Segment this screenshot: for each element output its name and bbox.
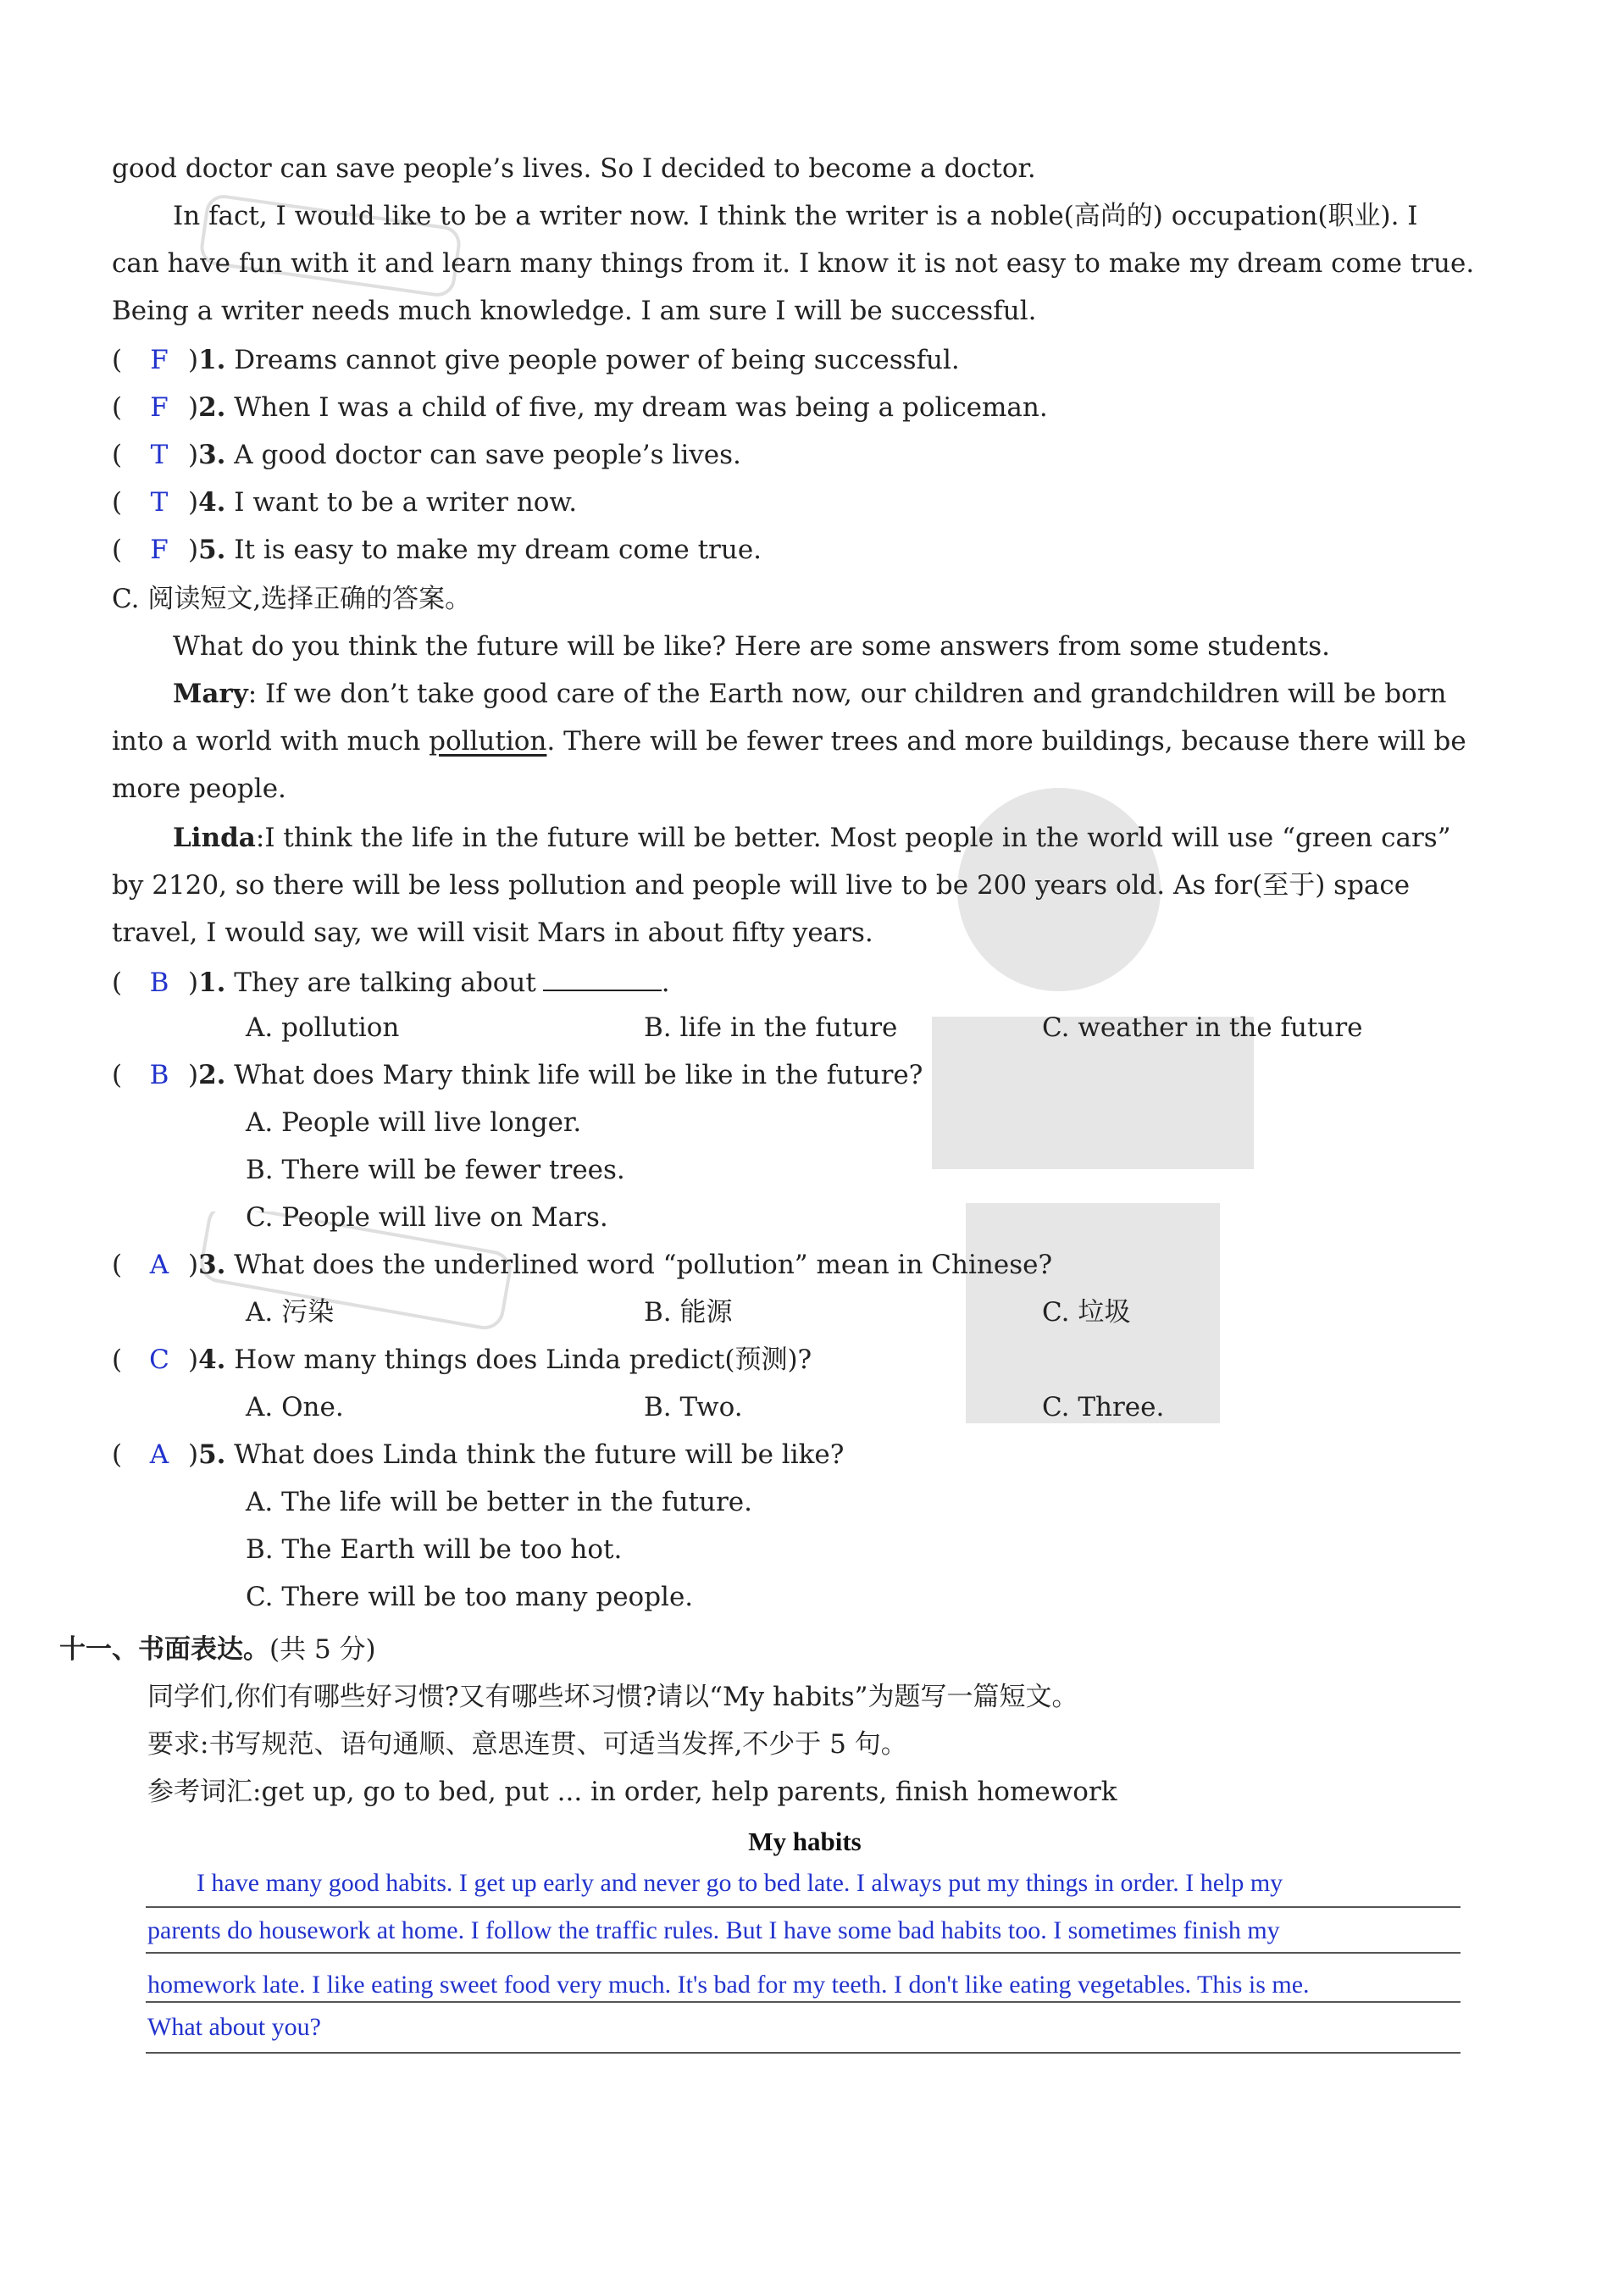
question-number: 2.	[198, 392, 226, 423]
option: B. Two.	[644, 1392, 743, 1422]
essay-line: homework late. I like eating sweet food very much. It's bad for my teeth. I don't like eating vegetables. This is me.	[147, 1971, 1310, 1999]
question-number: 5.	[198, 535, 226, 565]
passage-line: can have fun with it and learn many things from it. I know it is not easy to make my dream come true.	[112, 248, 1475, 279]
answer-mark: C	[149, 1345, 169, 1375]
question-text: How many things does Linda predict(预测)?	[234, 1345, 812, 1375]
tf-question: ( F )5. It is easy to make my dream come true.	[112, 535, 762, 565]
answer-mark: F	[150, 345, 169, 375]
writing-requirements: 要求:书写规范、语句通顺、意思连贯、可适当发挥,不少于 5 句。	[147, 1729, 907, 1760]
option: B. life in the future	[644, 1012, 898, 1043]
writing-rule	[146, 2001, 1460, 2003]
mc-question: ( B )2. What does Mary think life will be like in the future?	[112, 1060, 923, 1090]
passage-line: Being a writer needs much knowledge. I am sure I will be successful.	[112, 296, 1037, 326]
writing-rule	[146, 2052, 1460, 2054]
answer-mark: B	[149, 1060, 169, 1090]
essay-line: What about you?	[147, 2013, 321, 2041]
tf-question: ( T )4. I want to be a writer now.	[112, 487, 578, 518]
passage-line: good doctor can save people’s lives. So I decided to become a doctor.	[112, 153, 1036, 184]
writing-rule	[146, 1952, 1460, 1954]
option: A. One.	[246, 1392, 344, 1422]
mc-question: ( B )1. They are talking about .	[112, 968, 670, 998]
option: A. pollution	[246, 1012, 400, 1043]
mc-question: ( A )3. What does the underlined word “pollution” mean in Chinese?	[112, 1250, 1053, 1280]
section-c-intro: What do you think the future will be like? Here are some answers from some students.	[173, 631, 1330, 662]
option: C. weather in the future	[1042, 1012, 1363, 1043]
option: C. People will live on Mars.	[246, 1202, 608, 1233]
question-text: I want to be a writer now.	[234, 487, 578, 518]
mary-paragraph: Mary: If we don’t take good care of the Earth now, our children and grandchildren will be born	[173, 679, 1447, 709]
essay-title: My habits	[748, 1827, 862, 1856]
mc-question: ( A )5. What does Linda think the future will be like?	[112, 1439, 845, 1470]
essay-line: I have many good habits. I get up early and never go to bed late. I always put my things in order. I help my	[197, 1869, 1283, 1897]
linda-paragraph: Linda:I think the life in the future will be better. Most people in the world will use “green cars”	[173, 823, 1451, 853]
option: C. There will be too many people.	[246, 1582, 694, 1612]
answer-mark: F	[150, 535, 169, 565]
question-text: They are talking about	[234, 968, 536, 998]
linda-paragraph: travel, I would say, we will visit Mars in about fifty years.	[112, 918, 873, 948]
option: A. People will live longer.	[246, 1107, 582, 1138]
passage-line: In fact, I would like to be a writer now. I think the writer is a noble(高尚的) occupation(职业). I	[173, 201, 1418, 231]
tf-question: ( T )3. A good doctor can save people’s lives.	[112, 440, 741, 470]
essay-line: parents do housework at home. I follow the traffic rules. But I have some bad habits too. I sometimes finish my	[147, 1916, 1280, 1944]
question-number: 3.	[198, 440, 226, 470]
option: C. 垃圾	[1042, 1297, 1131, 1328]
question-number: 1.	[198, 345, 226, 375]
reference-vocabulary: 参考词汇:get up, go to bed, put ... in order, help parents, finish homework	[147, 1777, 1117, 1807]
underlined-word: pollution	[429, 726, 547, 757]
option: A. The life will be better in the future.	[246, 1487, 752, 1517]
option: B. There will be fewer trees.	[246, 1155, 625, 1185]
mary-paragraph: into a world with much pollution. There will be fewer trees and more buildings, because there will be	[112, 726, 1466, 757]
question-text: Dreams cannot give people power of being successful.	[234, 345, 960, 375]
answer-mark: F	[150, 392, 169, 423]
speaker-name: Linda	[173, 823, 256, 853]
section-11-heading: 十一、书面表达。(共 5 分)	[59, 1634, 376, 1665]
linda-paragraph: by 2120, so there will be less pollution and people will live to be 200 years old. As for(至于) space	[112, 870, 1411, 901]
mary-paragraph: more people.	[112, 774, 286, 804]
option: B. The Earth will be too hot.	[246, 1534, 623, 1565]
answer-mark: T	[150, 440, 169, 470]
question-text: It is easy to make my dream come true.	[234, 535, 762, 565]
option: B. 能源	[644, 1297, 733, 1328]
answer-mark: A	[149, 1439, 169, 1470]
answer-mark: A	[149, 1250, 169, 1280]
answer-mark: T	[150, 487, 169, 518]
writing-prompt: 同学们,你们有哪些好习惯?又有哪些坏习惯?请以“My habits”为题写一篇短文。	[147, 1682, 1078, 1712]
question-text: What does Linda think the future will be like?	[234, 1439, 845, 1470]
tf-question: ( F )1. Dreams cannot give people power of being successful.	[112, 345, 960, 375]
question-text: What does Mary think life will be like in the future?	[234, 1060, 923, 1090]
section-c-title: C. 阅读短文,选择正确的答案。	[112, 584, 472, 614]
question-text: A good doctor can save people’s lives.	[234, 440, 741, 470]
question-text: What does the underlined word “pollution” mean in Chinese?	[234, 1250, 1053, 1280]
question-number: 4.	[198, 487, 226, 518]
option: C. Three.	[1042, 1392, 1165, 1422]
answer-blank	[543, 968, 662, 991]
watermark-logo	[915, 762, 1271, 1457]
tf-question: ( F )2. When I was a child of five, my dream was being a policeman.	[112, 392, 1048, 423]
answer-mark: B	[149, 968, 169, 998]
writing-rule	[146, 1906, 1460, 1908]
mc-question: ( C )4. How many things does Linda predict(预测)?	[112, 1345, 812, 1375]
option: A. 污染	[246, 1297, 335, 1328]
speaker-name: Mary	[173, 679, 248, 709]
question-text: When I was a child of five, my dream was being a policeman.	[234, 392, 1048, 423]
